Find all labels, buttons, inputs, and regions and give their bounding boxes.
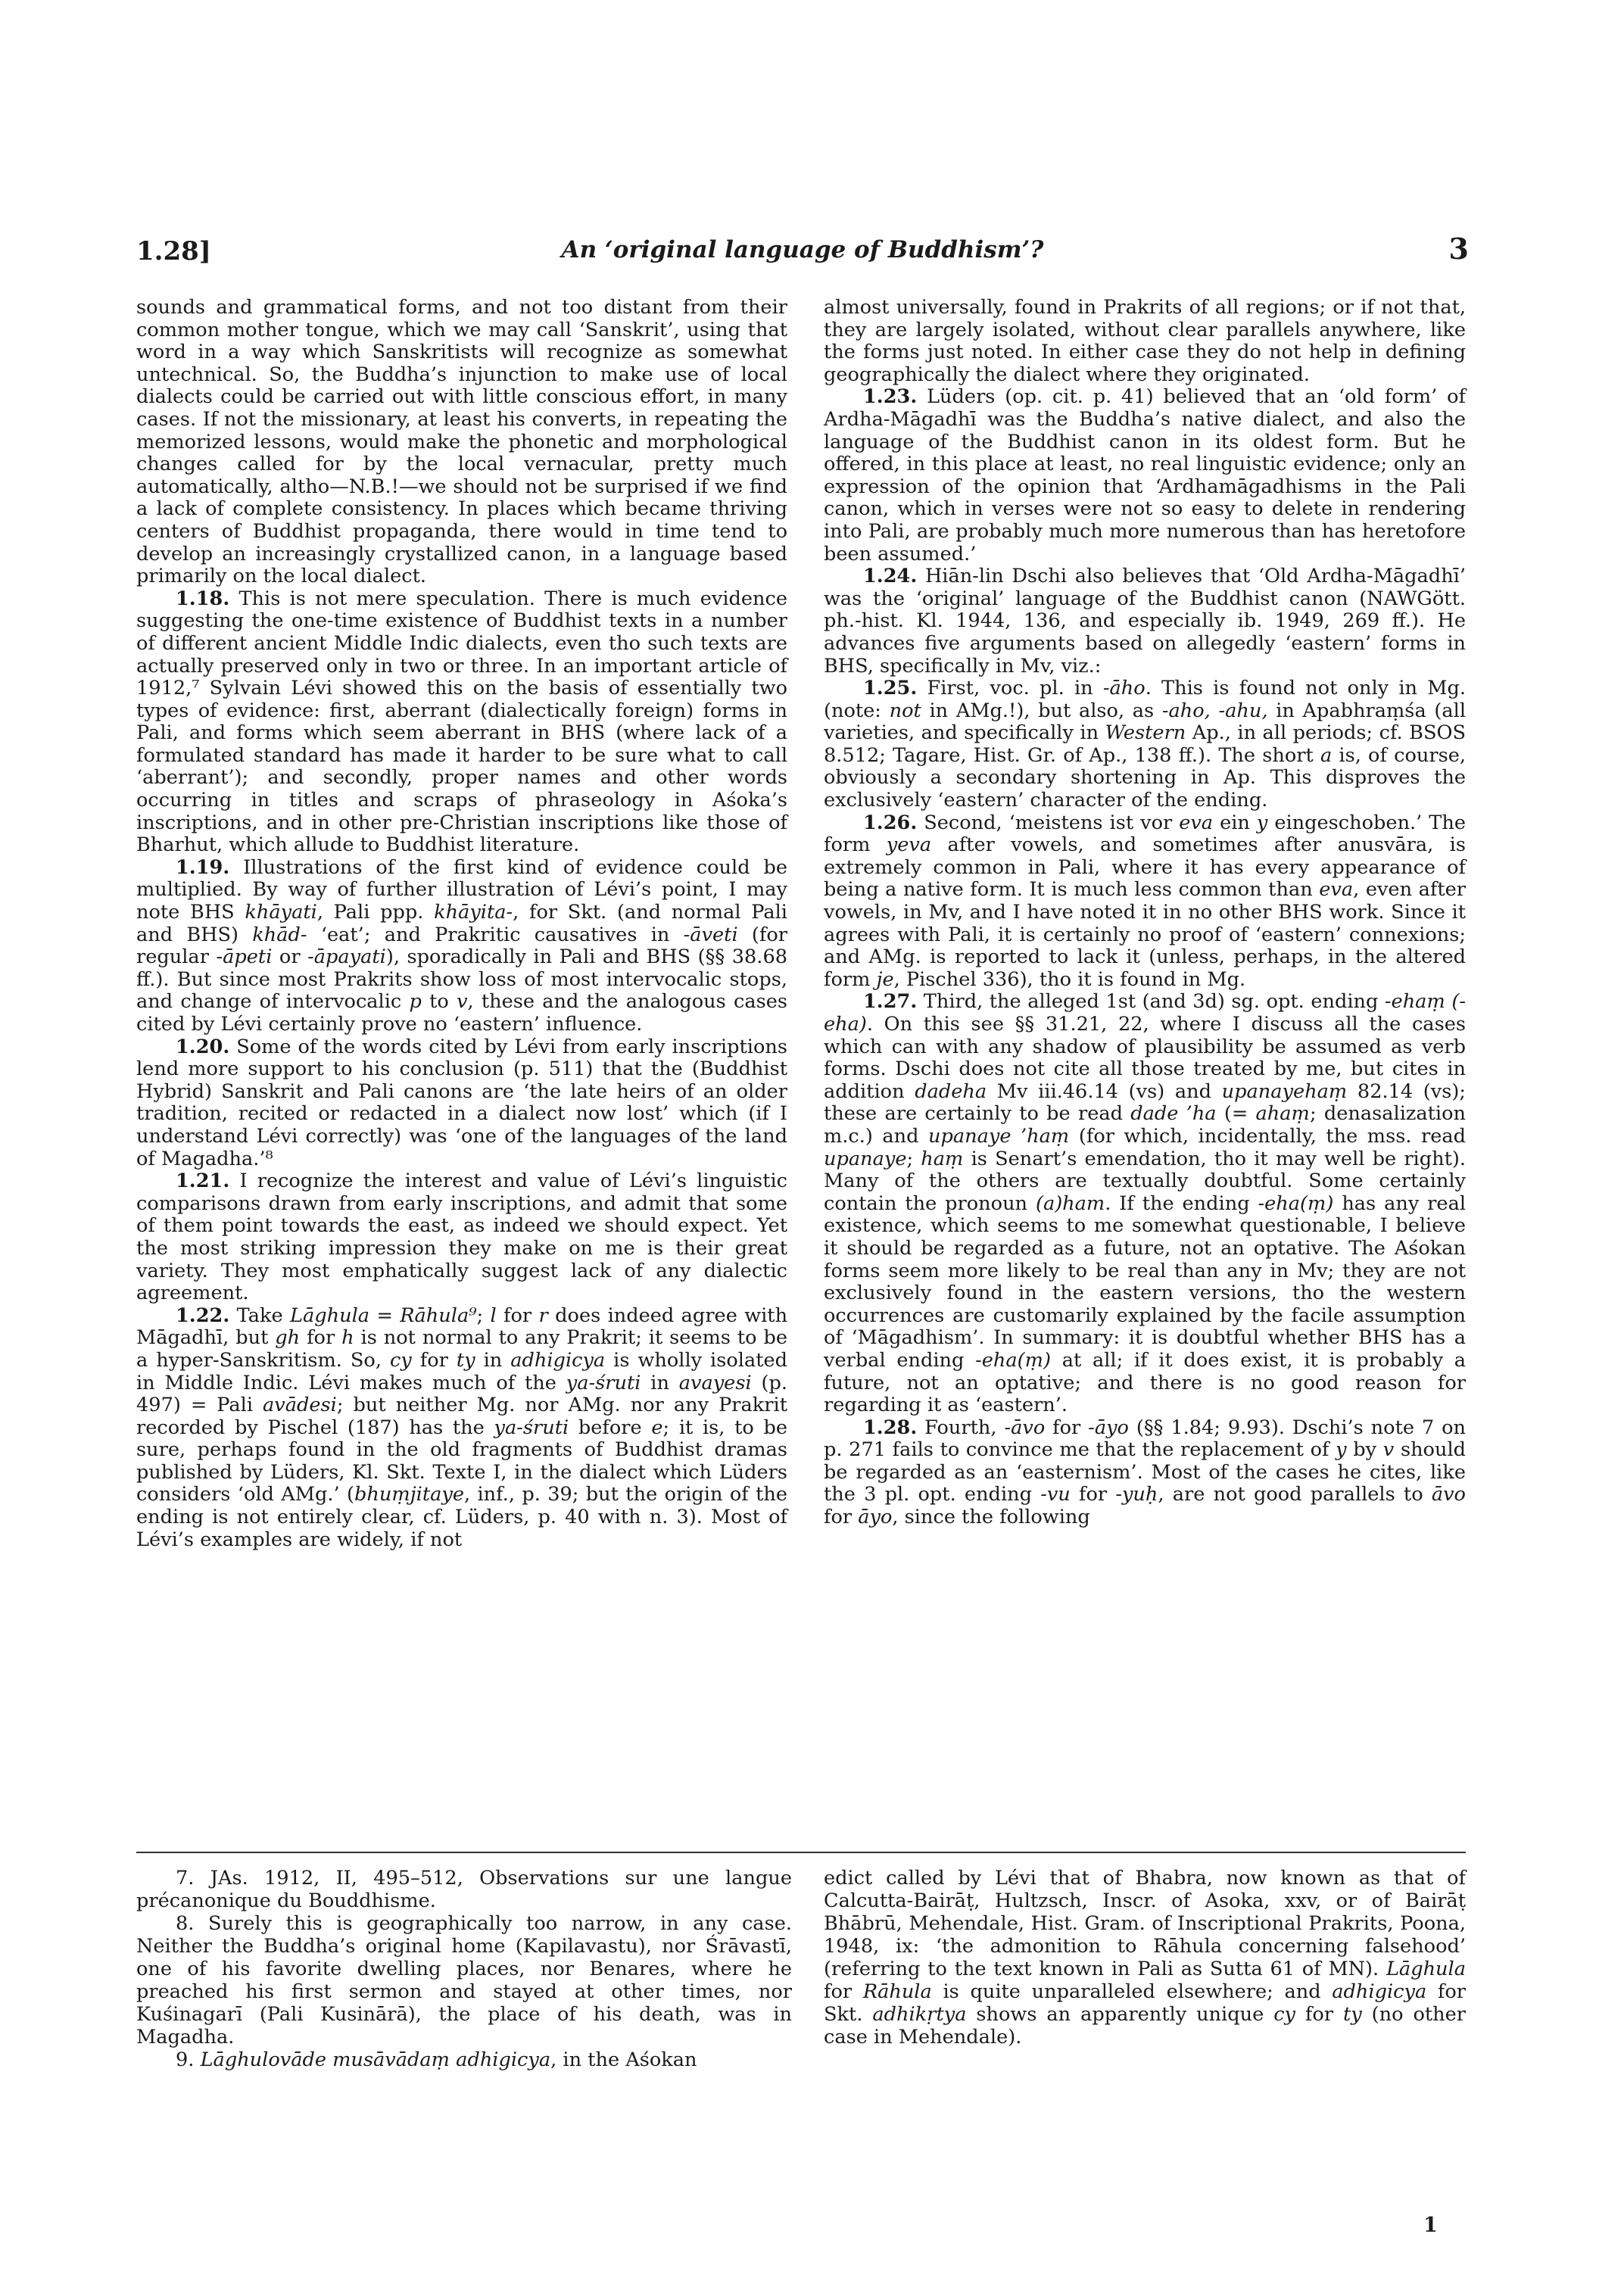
section-reference: 1.28] — [136, 236, 211, 266]
section-number: 1.24. — [863, 565, 918, 588]
running-title: An ‘original language of Buddhism’? — [561, 236, 1044, 263]
footnotes-right — [824, 1867, 1466, 2048]
paragraph-1-23: 1.23. Lüders (op. cit. p. 41) believed that an ‘old form’ of Ardha-Māgadhī was the Buddha’s native dialect, and also the language of the Buddhist canon in its oldest form. But he offered, in this place at least, no real linguistic evidence; only an expression of the opinion that ‘Ardhamāgadhisms in the Pali canon, which in verses were not so easy to delete in rendering into Pali, are probably much more numerous than has heretofore been assumed.’ — [824, 385, 1467, 565]
paragraph-1-19: 1.19. Illustrations of the first kind of evidence could be multiplied. By way of further illustration of Lévi’s point, I may note BHS khāyati, Pali ppp. khāyita-, for Skt. (and normal Pali and BHS) khād- ‘eat’; and Prakritic causatives in -āveti (for regular -āpeti or -āpayati), sporadically in Pali and BHS (§§ 38.68 ff.). But since most Prakrits show loss of most intervocalic stops, and change of intervocalic p to v, these and the analogous cases cited by Lévi certainly prove no ‘eastern’ influence. — [136, 855, 788, 1036]
footnote-divider — [136, 1852, 1466, 1853]
paragraph-continued: almost universally, found in Prakrits of all regions; or if not that, they are largely isolated, without clear parallels anywhere, like the forms just noted. In either case they do not help in defining geographically the dialect where they originated. — [824, 296, 1466, 386]
footnotes-left — [136, 1867, 792, 2071]
footnote-7: 7. JAs. 1912, II, 495–512, Observations sur une langue précanonique du Bouddhisme. — [136, 1867, 792, 1912]
paragraph-1-20: 1.20. Some of the words cited by Lévi from early inscriptions lend more support to his conclusion (p. 511) that the (Buddhist Hybrid) Sanskrit and Pali canons are ‘the late heirs of an older tradition, recited or redacted in a dialect now lost’ which (if I understand Lévi correctly) was ‘one of the languages of the land of Magadha.’⁸ — [136, 1035, 787, 1170]
paragraph-1-28: 1.28. Fourth, -āvo for -āyo (§§ 1.84; 9.93). Dschi’s note 7 on p. 271 fails to convince me that the replacement of y by v should be regarded as an ‘easternism’. Most of the cases he cites, like the 3 pl. opt. ending -vu for -yuḥ, are not good parallels to āvo for āyo, since the following — [824, 1416, 1467, 1529]
section-number: 1.25. — [863, 677, 918, 700]
paragraph-1-18: 1.18. This is not mere speculation. There is much evidence suggesting the one-time existence of Buddhist texts in a number of different ancient Middle Indic dialects, even tho such texts are actually preserved only in two or three. In an important article of 1912,⁷ Sylvain Lévi showed this on the basis of essentially two types of evidence: first, aberrant (dialectically foreign) forms in Pali, and forms which seem aberrant in BHS (where lack of a formulated standard has made it harder to be sure what to call ‘aberrant’); and secondly, proper names and other words occurring in titles and scraps of phraseology in Aśoka’s inscriptions, and in other pre-Christian inscriptions like those of Bharhut, which allude to Buddhist literature. — [136, 587, 787, 857]
section-number: 1.18. — [176, 587, 230, 610]
signature-mark: 1 — [1423, 2214, 1438, 2237]
paragraph-1-25: 1.25. First, voc. pl. in -āho. This is found not only in Mg. (note: not in AMg.!), but also, as -aho, -ahu, in Apabhraṃśa (all varieties, and specifically in Western Ap., in all periods; cf. BSOS 8.512; Tagare, Hist. Gr. of Ap., 138 ff.). The short a is, of course, obviously a secondary shortening in Ap. This disproves the exclusively ‘eastern’ character of the ending. — [824, 677, 1467, 812]
section-number: 1.23. — [863, 385, 918, 409]
paragraph-1-21: 1.21. I recognize the interest and value of Lévi’s linguistic comparisons drawn from early inscriptions, and admit that some of them point towards the east, as indeed we should expect. Yet the most striking impression they make on me is their great variety. They most emphatically suggest lack of any dialectic agreement. — [136, 1170, 788, 1305]
section-number: 1.26. — [863, 811, 918, 834]
page-number: 3 — [1448, 232, 1469, 266]
section-number: 1.20. — [176, 1035, 230, 1058]
section-number: 1.21. — [176, 1170, 230, 1193]
section-number: 1.28. — [863, 1416, 918, 1439]
running-head — [136, 232, 1469, 276]
section-number: 1.22. — [176, 1304, 230, 1327]
paragraph-continued: sounds and grammatical forms, and not too distant from their common mother tongue, which we may call ‘Sanskrit’, using that word in a way which Sanskritists will recognize as somewhat untechnical. So, the Buddha’s injunction to make use of local dialects could be carried out with little conscious effort, in many cases. If not the missionary, at least his converts, in repeating the memorized lessons, would make the phonetic and morphological changes called for by the local vernacular, pretty much automatically, altho—N.B.!—we should not be surprised if we find a lack of complete consistency. In places which became thriving centers of Buddhist propaganda, there would in time tend to develop an increasingly crystallized canon, in a language based primarily on the local dialect. — [136, 296, 787, 588]
right-column — [824, 297, 1466, 1529]
section-number: 1.19. — [176, 855, 230, 879]
section-number: 1.27. — [863, 990, 918, 1014]
left-column — [136, 297, 787, 1551]
paragraph-1-22: 1.22. Take Lāghula = Rāhula⁹; l for r does indeed agree with Māgadhī, but gh for h is not normal to any Prakrit; it seems to be a hyper-Sanskritism. So, cy for ty in adhigicya is wholly isolated in Middle Indic. Lévi makes much of the ya-śruti in avayesi (p. 497) = Pali avādesi; but neither Mg. nor AMg. nor any Prakrit recorded by Pischel (187) has the ya-śruti before e; it is, to be sure, perhaps found in the old fragments of Buddhist dramas published by Lüders, Kl. Skt. Texte I, in the dialect which Lüders considers ‘old AMg.’ (bhuṃjitaye, inf., p. 39; but the origin of the ending is not entirely clear, cf. Lüders, p. 40 with n. 3). Most of Lévi’s examples are widely, if not — [136, 1304, 788, 1551]
footnote-9-continued: edict called by Lévi that of Bhabra, now known as that of Calcutta-Bairāṭ, Hultzsch, Inscr. of Asoka, xxv, or of Bairāṭ Bhābrū, Mehendale, Hist. Gram. of Inscriptional Prakrits, Poona, 1948, ix: ‘the admonition to Rāhula concerning falsehood’ (referring to the text known in Pali as Sutta 61 of MN). Lāghula for Rāhula is quite unparalleled elsewhere; and adhigicya for Skt. adhikṛtya shows an apparently unique cy for ty (no other case in Mehendale). — [824, 1867, 1467, 2048]
paragraph-1-26: 1.26. Second, ‘meistens ist vor eva ein y eingeschoben.’ The form yeva after vowels, and sometimes after anusvāra, is extremely common in Pali, where it has every appearance of being a native form. It is much less common than eva, even after vowels, in Mv, and I have noted it in no other BHS work. Since it agrees with Pali, it is certainly no proof of ‘eastern’ connexions; and AMg. is reported to lack it (unless, perhaps, in the altered form je, Pischel 336), tho it is found in Mg. — [824, 811, 1467, 991]
paragraph-1-24: 1.24. Hiān-lin Dschi also believes that ‘Old Ardha-Māgadhī’ was the ‘original’ language of the Buddhist canon (NAWGött. ph.-hist. Kl. 1944, 136, and especially ib. 1949, 269 ff.). He advances five arguments based on allegedly ‘eastern’ forms in BHS, specifically in Mv, viz.: — [824, 565, 1466, 678]
paragraph-1-27: 1.27. Third, the alleged 1st (and 3d) sg. opt. ending -ehaṃ (-eha). On this see §§ 31.21, 22, where I discuss all the cases which can with any shadow of plausibility be assumed as verb forms. Dschi does not cite all those treated by me, but cites in addition dadeha Mv iii.46.14 (vs) and upanayehaṃ 82.14 (vs); these are certainly to be read dade ’ha (= ahaṃ; denasalization m.c.) and upanaye ’haṃ (for which, incidentally, the mss. read upanaye; haṃ is Senart’s emendation, tho it may well be right). Many of the others are textually doubtful. Some certainly contain the pronoun (a)ham. If the ending -eha(ṃ) has any real existence, which seems to me somewhat questionable, I believe it should be regarded as a future, not an optative. The Aśokan forms seem more likely to be real than any in Mv; they are not exclusively found in the eastern versions, tho the western occurrences are customarily explained by the facile assumption of ‘Māgadhism’. In summary: it is doubtful whether BHS has a verbal ending -eha(ṃ) at all; if it does exist, it is probably a future, not an optative; and there is no good reason for regarding it as ‘eastern’. — [824, 990, 1467, 1417]
footnote-9: 9. Lāghulovāde musāvādaṃ adhigicya, in the Aśokan — [176, 2048, 697, 2071]
footnote-8: 8. Surely this is geographically too narrow, in any case. Neither the Buddha’s original home (Kapilavastu), nor Śrāvastī, one of his favorite dwelling places, nor Benares, where he preached his first sermon and stayed at other times, nor Kuśinagarī (Pali Kusinārā), the place of his death, was in Magadha. — [136, 1912, 792, 2048]
